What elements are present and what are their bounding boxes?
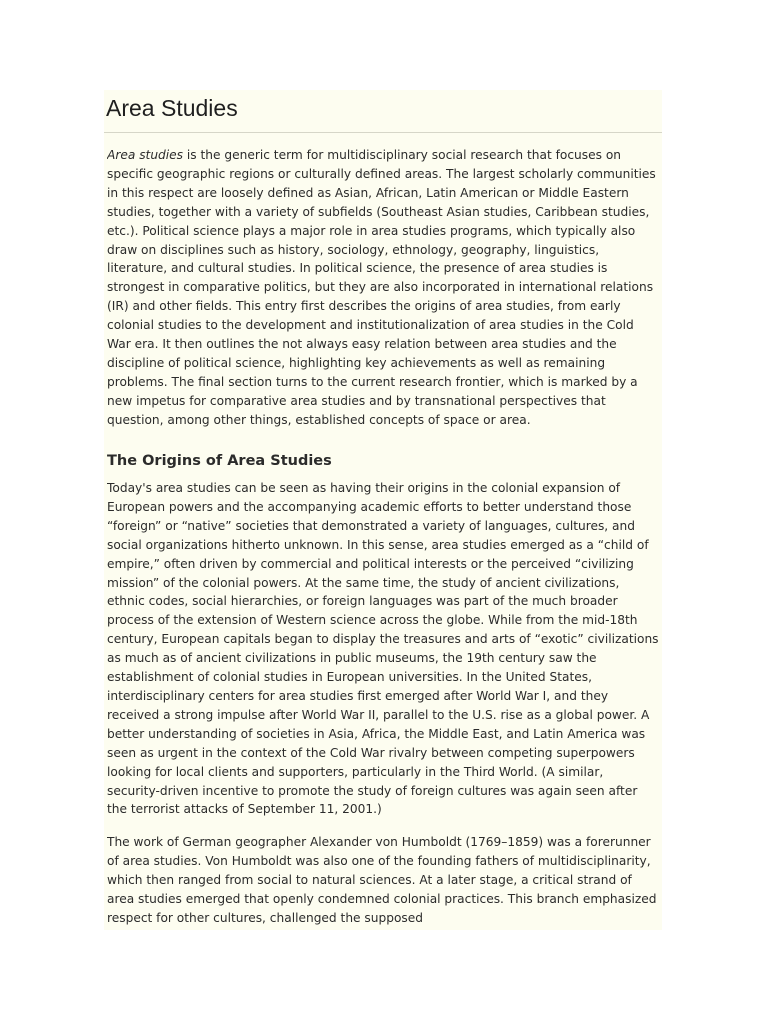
- section-paragraph-2: The work of German geographer Alexander von Humboldt (1769–1859) was a forerunner of area studies. Von Humboldt was also one of the founding fathers of multidisciplinarity, which then ranged from social to natural sciences. At a later stage, a critical strand of area studies emerged that openly condemned colonial practices. This branch emphasized respect for other cultures, challenged the supposed: [107, 835, 657, 925]
- document-page: [104, 90, 662, 930]
- intro-text: is the generic term for multidisciplinary social research that focuses on specific geographic regions or culturally defined areas. The largest scholarly communities in this respect are loosely defined as Asian, African, Latin American or Middle Eastern studies, together with a variety of subfields (Southeast Asian studies, Caribbean studies, etc.). Political science plays a major role in area studies programs, which typically also draw on disciplines such as history, sociology, ethnology, geography, linguistics, literature, and cultural studies. In political science, the presence of area studies is strongest in comparative politics, but they are also incorporated in international relations (IR) and other fields. This entry first describes the origins of area studies, from early colonial studies to the development and institutionalization of area studies in the Cold War era. It then outlines the not always easy relation between area studies and the discipline of political science, highlighting key achievements as well as remaining problems. The final section turns to the current research frontier, which is marked by a new impetus for comparative area studies and by transnational perspectives that question, among other things, established concepts of space or area.: [107, 148, 656, 427]
- intro-paragraph: [107, 146, 659, 434]
- section-heading: The Origins of Area Studies: [107, 453, 332, 469]
- intro-term: Area studies: [107, 148, 184, 162]
- page-title: Area Studies: [106, 95, 238, 121]
- section-paragraph-1: Today's area studies can be seen as having their origins in the colonial expansion of European powers and the accompanying academic efforts to better understand those “foreign” or “native” societies that demonstrated a variety of languages, cultures, and social organizations hitherto unknown. In this sense, area studies emerged as a “child of empire,” often driven by commercial and political interests or the perceived “civilizing mission” of the colonial powers. At the same time, the study of ancient civilizations, ethnic codes, social hierarchies, or foreign languages was part of the much broader process of the extension of Western science across the globe. While from the mid-18th century, European capitals began to display the treasures and arts of “exotic” civilizations as much as of ancient civilizations in public museums, the 19th century saw the establishment of colonial studies in European universities. In the United States, interdisciplinary centers for area studies first emerged after World War I, and they received a strong impulse after World War II, parallel to the U.S. rise as a global power. A better understanding of societies in Asia, Africa, the Middle East, and Latin America was seen as urgent in the context of the Cold War rivalry between competing superpowers looking for local clients and supporters, particularly in the Third World. (A similar, security-driven incentive to promote the study of foreign cultures was again seen after the terrorist attacks of September 11, 2001.): [107, 481, 659, 817]
- title-divider: [104, 132, 662, 133]
